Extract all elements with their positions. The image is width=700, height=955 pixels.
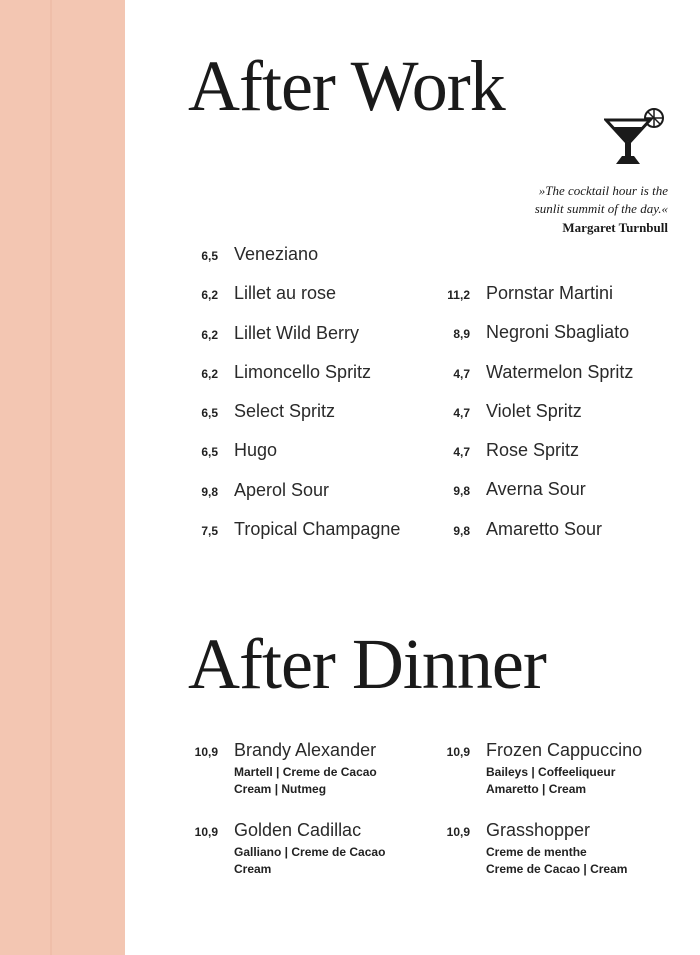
item-price: 6,5 (201, 406, 218, 421)
item-name: Frozen Cappuccino (486, 740, 643, 760)
item-price: 10,9 (194, 745, 218, 759)
item-price: 9,8 (453, 523, 470, 538)
item-name: Watermelon Spritz (486, 361, 634, 382)
item-name: Golden Cadillac (234, 820, 362, 840)
side-color-band (0, 0, 125, 955)
item-name: Select Spritz (234, 401, 336, 422)
item-name: Aperol Sour (234, 479, 330, 500)
dinner-item (440, 820, 680, 900)
menu-item (440, 322, 680, 361)
item-name: Lillet Wild Berry (234, 322, 360, 343)
item-price: 4,7 (453, 366, 470, 381)
after-dinner-heading: After Dinner (188, 624, 546, 704)
item-price: 8,9 (453, 327, 470, 342)
quote-line-2: sunlit summit of the day.« (534, 201, 668, 216)
dinner-item (188, 820, 438, 900)
after-work-left-column (188, 244, 438, 558)
menu-item (188, 519, 438, 558)
dinner-item (188, 740, 438, 820)
menu-item (188, 323, 438, 362)
item-price: 9,8 (201, 484, 218, 499)
cocktail-glass-icon (604, 106, 666, 168)
after-work-right-column (440, 283, 680, 558)
menu-item (440, 479, 680, 518)
menu-item (188, 244, 438, 283)
after-dinner-right-column (440, 740, 680, 900)
item-price: 6,2 (201, 288, 218, 303)
menu-item (440, 362, 680, 401)
menu-item (188, 362, 438, 401)
band-stripe (50, 0, 52, 955)
menu-item (188, 480, 438, 519)
item-price: 6,5 (201, 445, 218, 460)
item-name: Negroni Sbagliato (486, 322, 630, 343)
menu-item (188, 440, 438, 479)
after-work-heading: After Work (188, 46, 505, 126)
menu-item (440, 519, 680, 558)
item-name: Violet Spritz (486, 400, 582, 421)
item-price: 6,2 (201, 327, 218, 342)
item-name: Rose Spritz (486, 440, 580, 461)
item-name: Tropical Champagne (234, 519, 401, 540)
item-price: 4,7 (453, 445, 470, 460)
item-name: Lillet au rose (234, 283, 337, 304)
item-ingredients-2: Cream | Nutmeg (234, 782, 327, 796)
item-name: Hugo (234, 440, 278, 461)
item-name: Grasshopper (486, 820, 591, 840)
item-price: 10,9 (446, 745, 470, 759)
item-ingredients-1: Martell | Creme de Cacao (234, 765, 377, 779)
item-ingredients-1: Galliano | Creme de Cacao (234, 845, 386, 859)
quote-author: Margaret Turnbull (562, 220, 668, 235)
dinner-item (440, 740, 680, 820)
item-name: Limoncello Spritz (234, 361, 372, 382)
item-name: Veneziano (234, 244, 319, 264)
item-ingredients-2: Creme de Cacao | Cream (486, 862, 628, 876)
item-ingredients-2: Amaretto | Cream (486, 782, 587, 796)
menu-item (440, 401, 680, 440)
menu-item (440, 440, 680, 479)
menu-item (188, 401, 438, 440)
item-price: 9,8 (453, 484, 470, 499)
item-price: 11,2 (447, 288, 470, 302)
menu-item (188, 283, 438, 322)
item-name: Amaretto Sour (486, 518, 603, 539)
item-price: 6,5 (201, 249, 218, 263)
item-price: 4,7 (453, 405, 470, 420)
item-ingredients-1: Creme de menthe (486, 845, 587, 859)
item-price: 7,5 (201, 524, 218, 539)
item-price: 10,9 (446, 825, 470, 839)
item-ingredients-2: Cream (234, 862, 272, 876)
after-dinner-left-column (188, 740, 438, 900)
menu-item (440, 283, 680, 322)
item-ingredients-1: Baileys | Coffeeliqueur (486, 765, 616, 779)
item-name: Brandy Alexander (234, 740, 377, 760)
item-price: 10,9 (194, 825, 218, 839)
quote-block (535, 182, 668, 238)
item-name: Pornstar Martini (486, 283, 614, 303)
item-name: Averna Sour (486, 479, 586, 500)
quote-line-1: »The cocktail hour is the (538, 183, 668, 198)
item-price: 6,2 (201, 366, 218, 381)
